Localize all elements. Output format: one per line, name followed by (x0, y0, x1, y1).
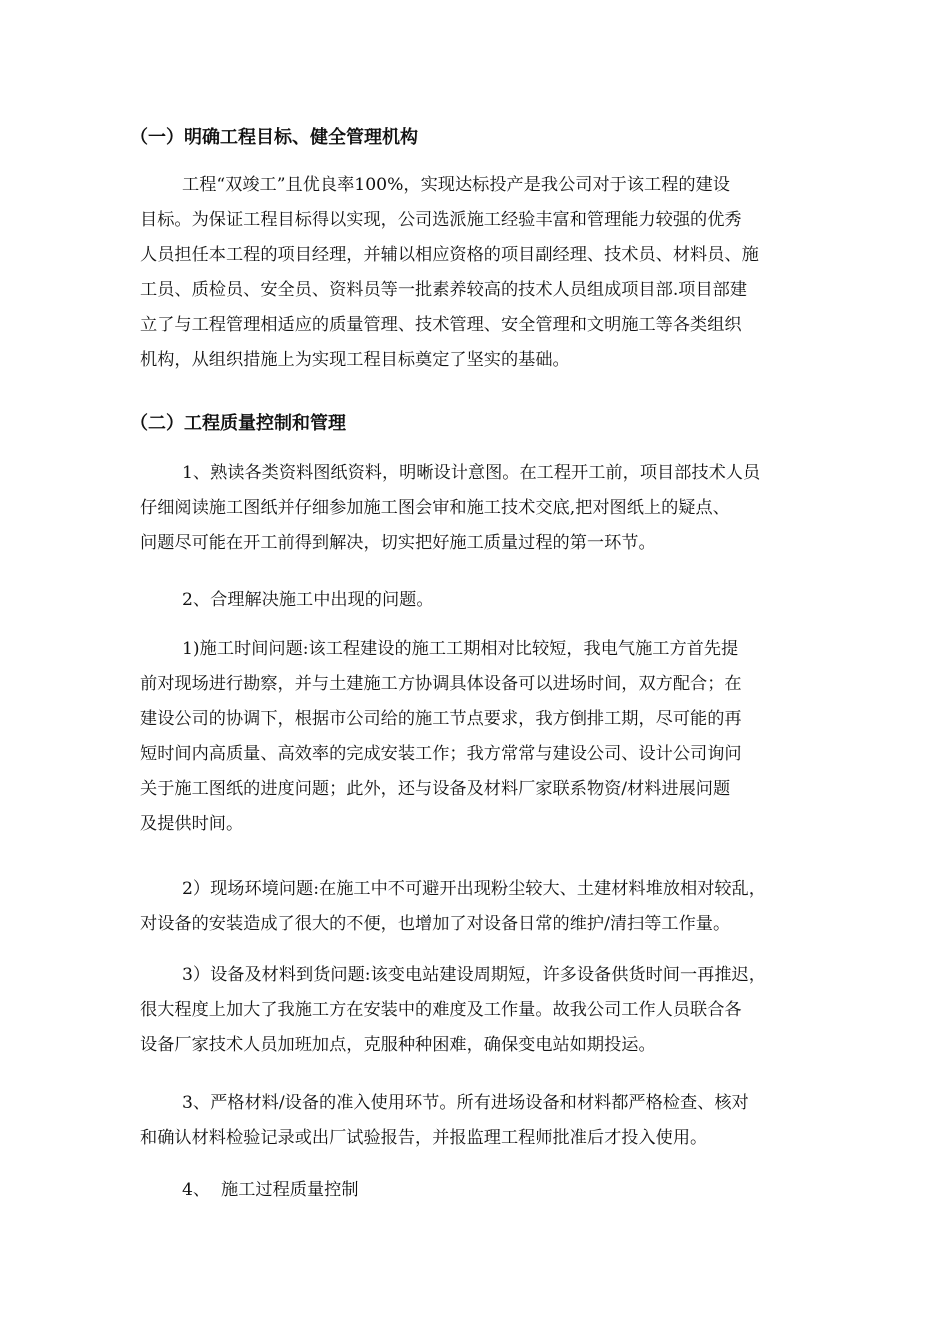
paragraph-solve-problems (140, 583, 812, 618)
text-line: 设备厂家技术人员加班加点，克服种种困难，确保变电站如期投运。 (140, 1035, 656, 1055)
text-line: 机构，从组织措施上为实现工程目标奠定了坚实的基础。 (140, 350, 570, 370)
text-line: 工员、质检员、安全员、资料员等一批素养较高的技术人员组成项目部.项目部建 (140, 280, 748, 300)
text-line: 前对现场进行勘察，并与土建施工方协调具体设备可以进场时间，双方配合；在 (140, 674, 742, 694)
paragraph-read-drawings (140, 456, 812, 561)
text-line: 仔细阅读施工图纸并仔细参加施工图会审和施工技术交底,把对图纸上的疑点、 (140, 498, 730, 518)
text-line: 2）现场环境问题:在施工中不可避开出现粉尘较大、土建材料堆放相对较乱， (182, 879, 766, 899)
paragraph-delivery-issue (140, 958, 812, 1063)
paragraph-site-environment (140, 872, 812, 942)
text-line: 4、 施工过程质量控制 (182, 1180, 359, 1200)
text-line: 很大程度上加大了我施工方在安装中的难度及工作量。故我公司工作人员联合各 (140, 1000, 742, 1020)
text-line: 关于施工图纸的进度问题；此外，还与设备及材料厂家联系物资/材料进展问题 (140, 779, 731, 799)
text-line: 目标。为保证工程目标得以实现，公司选派施工经验丰富和管理能力较强的优秀 (140, 210, 742, 230)
text-line: 及提供时间。 (140, 814, 244, 834)
text-line: 和确认材料检验记录或出厂试验报告，并报监理工程师批准后才投入使用。 (140, 1128, 708, 1148)
text-line: 工程“双竣工”且优良率100%，实现达标投产是我公司对于该工程的建设 (182, 175, 730, 195)
text-line: 3、严格材料/设备的准入使用环节。所有进场设备和材料都严格检查、核对 (182, 1093, 749, 1113)
text-line: 问题尽可能在开工前得到解决，切实把好施工质量过程的第一环节。 (140, 533, 656, 553)
text-line: 3）设备及材料到货问题:该变电站建设周期短，许多设备供货时间一再推迟， (182, 965, 766, 985)
text-line: 人员担任本工程的项目经理，并辅以相应资格的项目副经理、技术员、材料员、施 (140, 245, 759, 265)
paragraph-project-goals (140, 168, 812, 378)
text-line: 1、熟读各类资料图纸资料，明晰设计意图。在工程开工前，项目部技术人员 (182, 463, 761, 483)
text-line: 建设公司的协调下，根据市公司给的施工节点要求，我方倒排工期，尽可能的再 (140, 709, 742, 729)
paragraph-time-issue (140, 632, 812, 842)
text-line: 1)施工时间问题:该工程建设的施工工期相对比较短，我电气施工方首先提 (182, 639, 739, 659)
text-line: 短时间内高质量、高效率的完成安装工作；我方常常与建设公司、设计公司询问 (140, 744, 742, 764)
section-heading-1: （一）明确工程目标、健全管理机构 (130, 127, 418, 148)
text-line: 对设备的安装造成了很大的不便，也增加了对设备日常的维护/清扫等工作量。 (140, 914, 731, 934)
text-line: 2、合理解决施工中出现的问题。 (182, 590, 434, 610)
section-heading-2: （二）工程质量控制和管理 (130, 413, 346, 434)
paragraph-material-admission (140, 1086, 812, 1156)
text-line: 立了与工程管理相适应的质量管理、技术管理、安全管理和文明施工等各类组织 (140, 315, 742, 335)
paragraph-process-quality (140, 1173, 812, 1208)
